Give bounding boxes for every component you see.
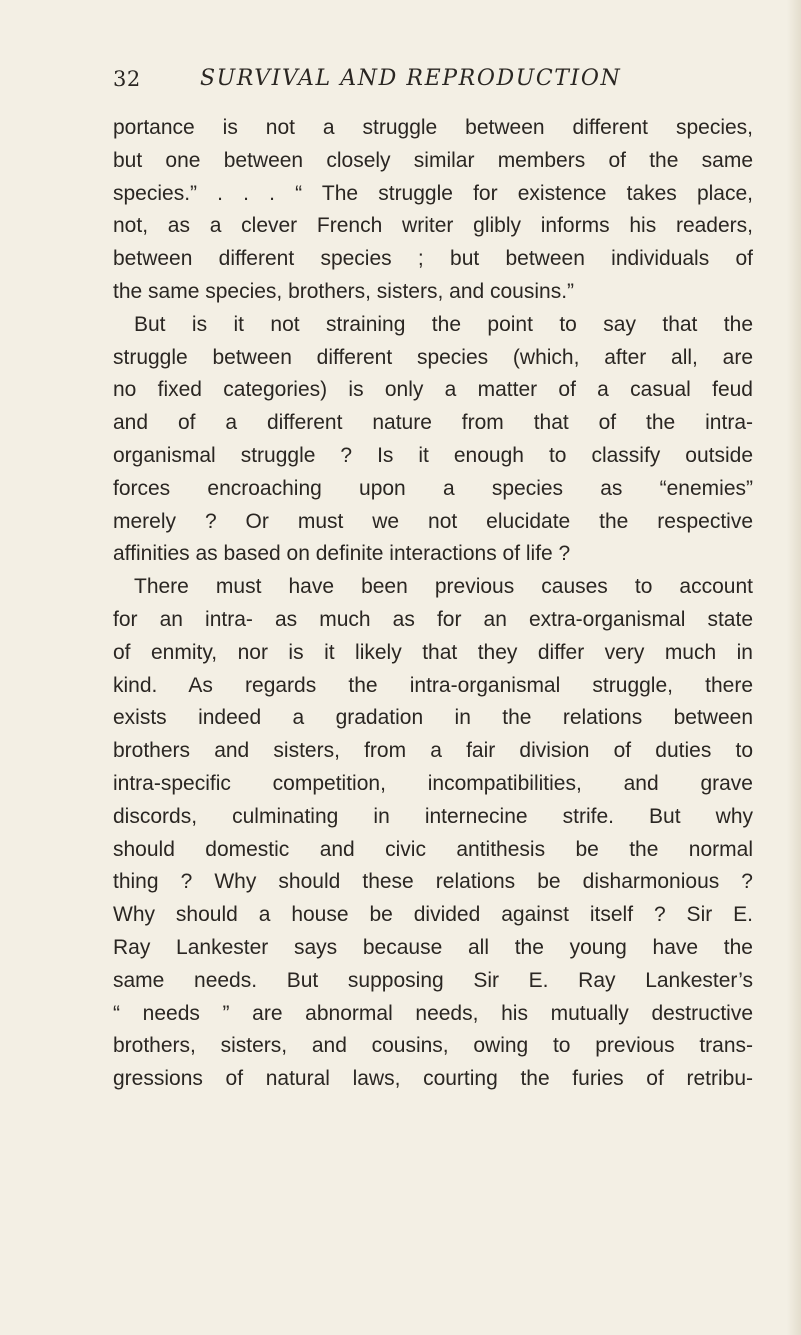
text-line: but one between closely similar members of the same (113, 148, 753, 172)
text-line: gressions of natural laws, courting the furies of retribu- (113, 1067, 753, 1091)
text-line: kind. As regards the intra-organismal struggle, there (113, 673, 753, 697)
text-line: same needs. But supposing Sir E. Ray Lankester’s (113, 968, 753, 992)
text-line: There must have been previous causes to account (113, 575, 753, 599)
text-line: forces encroaching upon a species as “enemies” (113, 476, 753, 500)
text-line: affinities as based on definite interactions of life ? (113, 542, 571, 566)
page-number: 32 (113, 67, 141, 91)
text-line: should domestic and civic antithesis be the normal (113, 837, 753, 861)
text-line: discords, culminating in internecine strife. But why (113, 804, 753, 828)
text-line: thing ? Why should these relations be disharmonious ? (113, 870, 753, 894)
text-line: brothers and sisters, from a fair division of duties to (113, 739, 753, 763)
page-header (113, 64, 753, 98)
text-line: not, as a clever French writer glibly informs his readers, (113, 214, 753, 238)
text-line: struggle between different species (which, after all, are (113, 345, 753, 369)
text-line: of enmity, nor is it likely that they differ very much in (113, 640, 753, 664)
text-line: the same species, brothers, sisters, and cousins.” (113, 279, 575, 303)
text-line: species.” . . . “ The struggle for existence takes place, (113, 181, 753, 205)
text-line: portance is not a struggle between different species, (113, 116, 753, 139)
text-line: and of a different nature from that of the intra- (113, 411, 753, 435)
text-line: no fixed categories) is only a matter of a casual feud (113, 378, 753, 402)
text-line: Why should a house be divided against itself ? Sir E. (113, 903, 753, 927)
text-line: intra-specific competition, incompatibilities, and grave (113, 771, 753, 795)
page-edge-shadow (787, 0, 801, 1335)
body-text (113, 112, 753, 1096)
text-line: Ray Lankester says because all the young have the (113, 935, 753, 959)
text-line: merely ? Or must we not elucidate the respective (113, 509, 753, 533)
text-line: brothers, sisters, and cousins, owing to previous trans- (113, 1034, 753, 1058)
text-line: “ needs ” are abnormal needs, his mutually destructive (113, 1001, 753, 1025)
text-line: between different species ; but between individuals of (113, 247, 753, 271)
running-title: SURVIVAL AND REPRODUCTION (200, 66, 622, 91)
text-line: for an intra- as much as for an extra-organismal state (113, 607, 753, 631)
text-line: exists indeed a gradation in the relations between (113, 706, 753, 730)
text-line: organismal struggle ? Is it enough to classify outside (113, 443, 753, 467)
text-line: But is it not straining the point to say that the (113, 312, 753, 336)
